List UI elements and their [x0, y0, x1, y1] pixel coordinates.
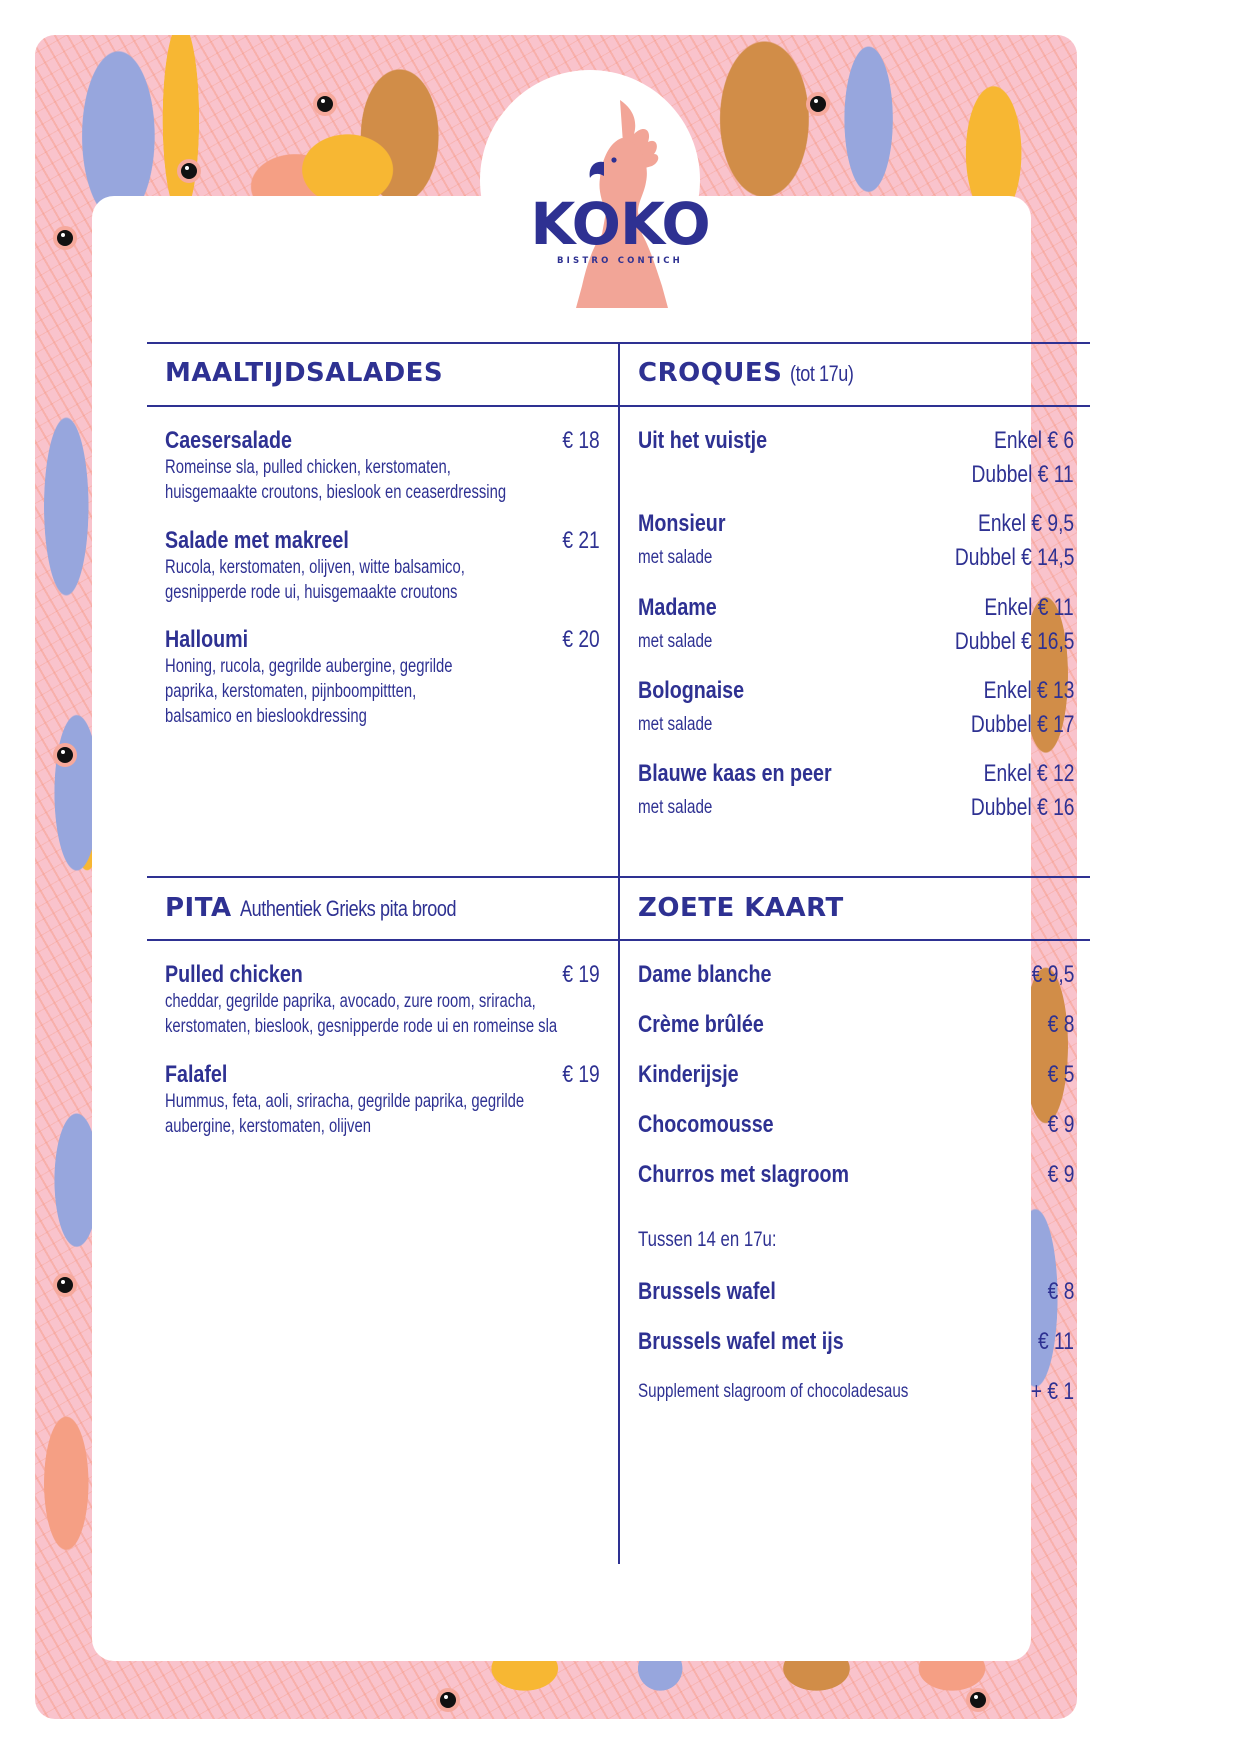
- item-description: Rucola, kerstomaten, olijven, witte balsamico,: [165, 557, 465, 578]
- item-name: Caesersalade: [165, 427, 292, 454]
- bird-eye-decoration: [57, 747, 73, 763]
- section-title-text: CROQUES: [638, 358, 783, 388]
- item-name: Madame: [638, 594, 717, 621]
- item-name: Falafel: [165, 1061, 228, 1088]
- section-title-pita: [165, 893, 503, 923]
- item-note: met salade: [638, 714, 713, 735]
- supplement-label: Supplement slagroom of chocoladesaus: [638, 1381, 909, 1402]
- item-note: met salade: [638, 797, 713, 818]
- item-description: kerstomaten, bieslook, gesnipperde rode ui en romeinse sla: [165, 1016, 558, 1037]
- price-double: Dubbel € 17: [970, 711, 1074, 738]
- item-note: met salade: [638, 547, 713, 568]
- item-description: aubergine, kerstomaten, olijven: [165, 1116, 371, 1137]
- item-price: € 19: [562, 961, 600, 988]
- item-name: Churros met slagroom: [638, 1161, 850, 1188]
- menu-item: [165, 626, 534, 729]
- item-price: € 11: [1038, 1328, 1074, 1355]
- item-price: € 9,5: [1031, 961, 1074, 988]
- dessert-item: [638, 1061, 761, 1089]
- item-price: € 18: [562, 427, 600, 454]
- item-name: Kinderijsje: [638, 1061, 739, 1088]
- croque-item: [638, 677, 767, 705]
- item-description: Hummus, feta, aoli, sriracha, gegrilde paprika, gegrilde: [165, 1091, 525, 1112]
- bird-eye-decoration: [57, 1277, 73, 1293]
- bird-eye-decoration: [57, 230, 73, 246]
- bird-eye-decoration: [970, 1692, 986, 1708]
- item-name: Monsieur: [638, 510, 726, 537]
- supplement-price: + € 1: [1030, 1378, 1074, 1405]
- menu-card: [92, 190, 1031, 1661]
- dessert-item: [638, 1111, 803, 1139]
- dessert-item: [638, 1161, 895, 1189]
- item-name: Dame blanche: [638, 961, 772, 988]
- menu-item: [165, 427, 602, 505]
- column-divider: [618, 342, 620, 1564]
- price-single: Enkel € 13: [983, 677, 1074, 704]
- item-name: Crème brûlée: [638, 1011, 764, 1038]
- item-description: Honing, rucola, gegrilde aubergine, gegrilde: [165, 656, 453, 677]
- section-subtitle: (tot 17u): [790, 361, 854, 386]
- croque-item: [638, 510, 745, 538]
- menu-item: [165, 1061, 625, 1139]
- brand-name: KOKO: [530, 190, 710, 258]
- item-price: € 21: [562, 527, 600, 554]
- koko-logo: [520, 98, 720, 308]
- section-title-text: PITA: [165, 893, 232, 923]
- section-subtitle: Authentiek Grieks pita brood: [239, 896, 456, 921]
- section-title-croques: [638, 358, 868, 388]
- bird-eye-decoration: [440, 1692, 456, 1708]
- item-name: Brussels wafel: [638, 1278, 776, 1305]
- item-description: paprika, kerstomaten, pijnboompittten,: [165, 681, 417, 702]
- section-title-zoete-kaart: ZOETE KAART: [638, 893, 844, 923]
- dessert-item: [638, 961, 801, 989]
- price-single: Enkel € 11: [984, 594, 1074, 621]
- price-double: Dubbel € 16,5: [954, 628, 1074, 655]
- bird-eye-decoration: [317, 96, 333, 112]
- item-price: € 19: [562, 1061, 600, 1088]
- item-name: Pulled chicken: [165, 961, 303, 988]
- brand-subtitle: BISTRO CONTICH: [557, 256, 683, 266]
- item-description: Romeinse sla, pulled chicken, kerstomaten,: [165, 457, 451, 478]
- croque-item: [638, 594, 734, 622]
- item-price: € 5: [1047, 1061, 1074, 1088]
- price-double: Dubbel € 14,5: [954, 544, 1074, 571]
- item-description: cheddar, gegrilde paprika, avocado, zure room, sriracha,: [165, 991, 536, 1012]
- item-price: € 9: [1047, 1161, 1074, 1188]
- item-name: Chocomousse: [638, 1111, 774, 1138]
- afternoon-label: Tussen 14 en 17u:: [638, 1228, 777, 1251]
- item-name: Brussels wafel met ijs: [638, 1328, 844, 1355]
- item-description: huisgemaakte croutons, bieslook en ceaserdressing: [165, 482, 507, 503]
- item-name: Uit het vuistje: [638, 427, 768, 454]
- price-double: Dubbel € 16: [970, 794, 1074, 821]
- item-note: met salade: [638, 631, 713, 652]
- item-price: € 8: [1047, 1011, 1074, 1038]
- section-title-maaltijdsalades: MAALTIJDSALADES: [165, 358, 444, 388]
- item-name: Blauwe kaas en peer: [638, 760, 832, 787]
- price-double: Dubbel € 11: [971, 461, 1074, 488]
- dessert-item: [638, 1011, 791, 1039]
- item-name: Bolognaise: [638, 677, 745, 704]
- menu-item: [165, 527, 549, 605]
- item-description: gesnipperde rode ui, huisgemaakte croutons: [165, 582, 458, 603]
- item-price: € 9: [1047, 1111, 1074, 1138]
- item-description: balsamico en bieslookdressing: [165, 706, 367, 727]
- croque-item: [638, 760, 874, 788]
- item-price: € 8: [1047, 1278, 1074, 1305]
- croque-item: [638, 427, 795, 455]
- item-name: Halloumi: [165, 626, 249, 653]
- price-single: Enkel € 9,5: [977, 510, 1074, 537]
- dessert-item: [638, 1278, 806, 1306]
- item-name: Salade met makreel: [165, 527, 349, 554]
- bird-eye-decoration: [181, 163, 197, 179]
- price-single: Enkel € 6: [993, 427, 1074, 454]
- bird-eye-decoration: [810, 96, 826, 112]
- price-single: Enkel € 12: [983, 760, 1074, 787]
- dessert-item: [638, 1328, 889, 1356]
- item-price: € 20: [562, 626, 600, 653]
